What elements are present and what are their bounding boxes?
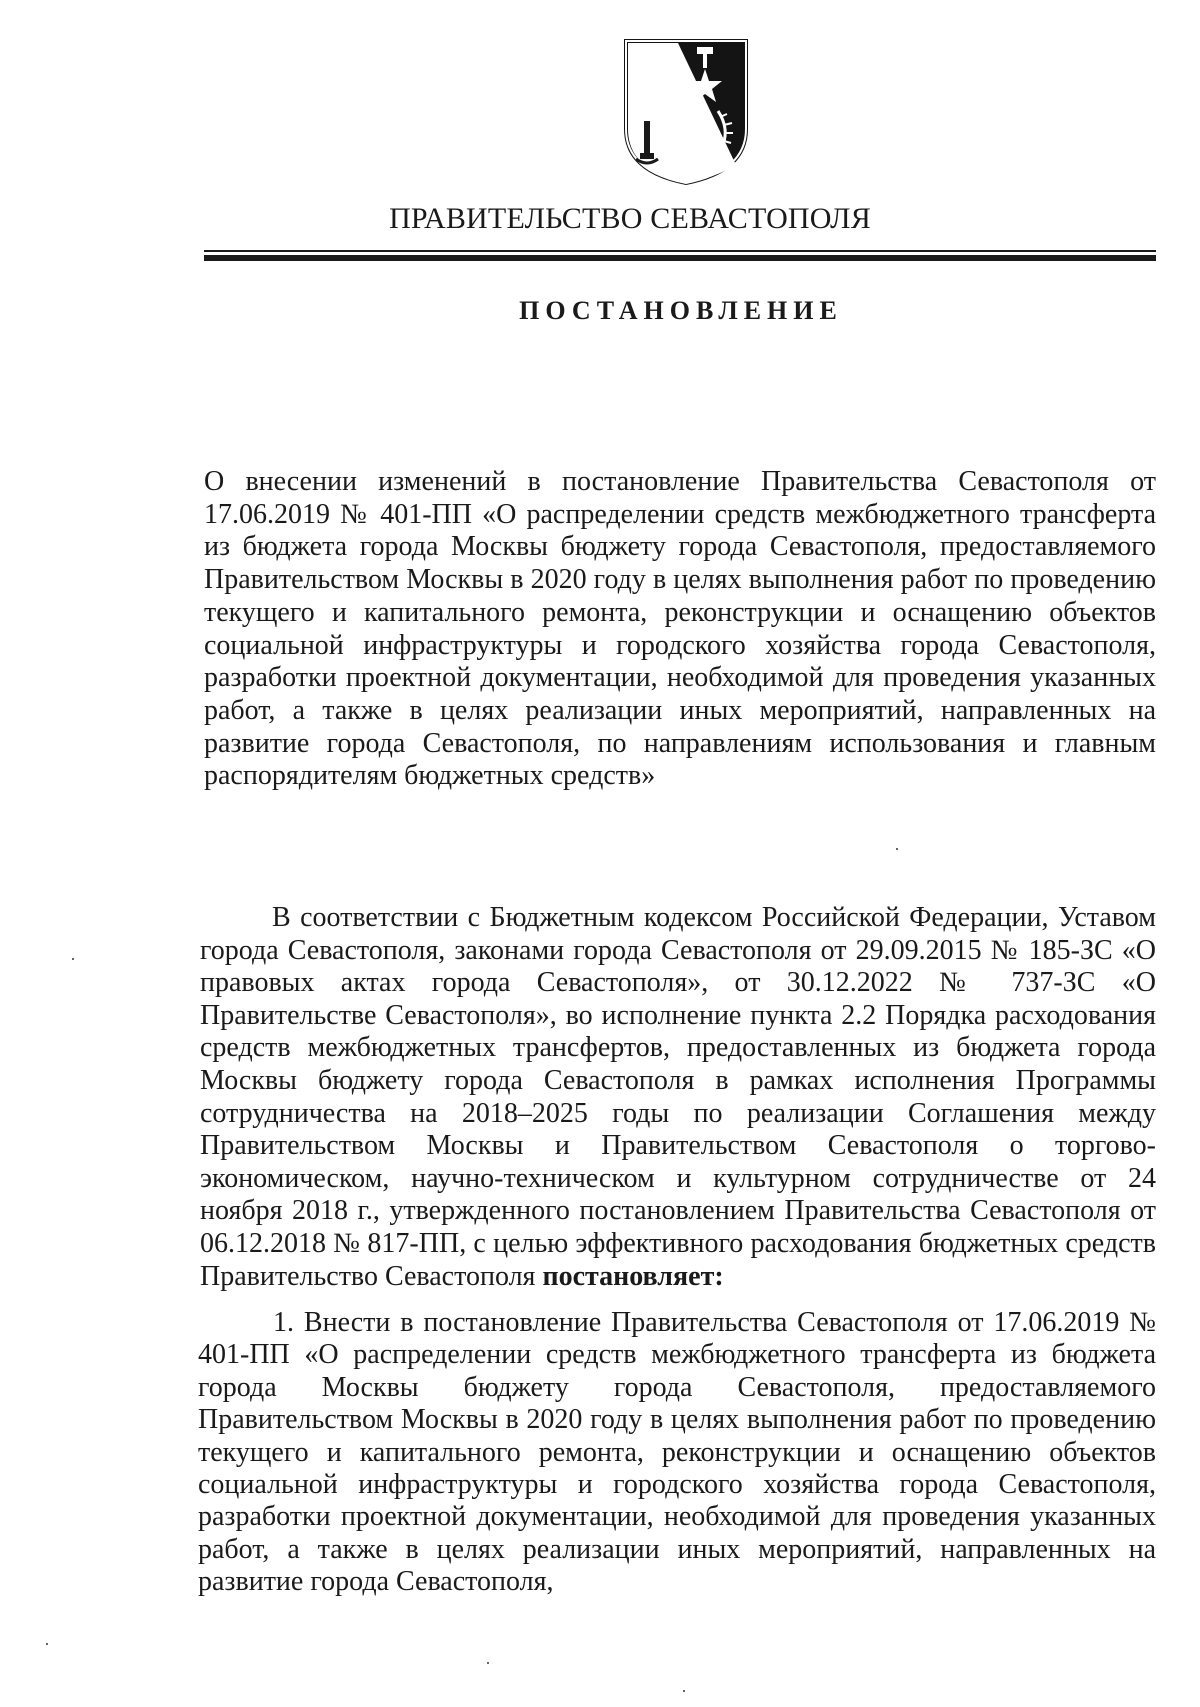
document-subject: О внесении изменений в постановление Правительства Севастополя от 17.06.2019 № 401-ПП «О распределении средств межбюджетного трансферта из бюджета города Москвы бюджету города Севастополя, предоставляемого Правительством Москвы в 2020 году в целях выполнения работ по проведению текущего и капитального ремонта, реконструкции и оснащению объектов социальной инфраструктуры и городского хозяйства города Севастополя, разработки проектной документации, необходимой для проведения указанных работ, а также в целях реализации иных мероприятий, направленных на развитие города Севастополя, по направлениям использования и главным распорядителям бюджетных средств» — [204, 466, 1156, 792]
scan-speck — [46, 1643, 48, 1645]
preamble-text: В соответствии с Бюджетным кодексом Российской Федерации, Уставом города Севастополя, законами города Севастополя от 29.09.2015 № 185-ЗС «О правовых актах города Севастополя», от 30.12.2022 № 737-ЗС «О Правительстве Севастополя», во исполнение пункта 2.2 Порядка расходования средств межбюджетных трансфертов, предоставленных из бюджета города Москвы бюджету города Севастополя в рамках исполнения Программы сотрудничества на 2018–2025 годы по реализации Соглашения между Правительством Москвы и Правительством Севастополя о торгово-экономическом, научно-техническом и культурном сотрудничестве от 24 ноября 2018 г., утвержденного постановлением Правительства Севастополя от 06.12.2018 № 817-ПП, с целью эффективного расходования бюджетных средств Правительство Севастополя — [200, 902, 1156, 1292]
scan-speck — [683, 1690, 685, 1692]
scan-speck — [487, 1662, 489, 1664]
header-divider-thin — [204, 250, 1156, 252]
header-divider-thick — [204, 255, 1156, 261]
resolves-word: постановляет: — [542, 1260, 724, 1292]
preamble-paragraph — [200, 902, 1156, 1293]
document-type-title: ПОСТАНОВЛЕНИЕ — [519, 296, 843, 325]
sevastopol-coat-of-arms-icon — [618, 33, 754, 189]
scan-speck — [72, 958, 74, 960]
organization-title: ПРАВИТЕЛЬСТВО СЕВАСТОПОЛЯ — [389, 202, 871, 235]
scan-speck — [896, 848, 898, 850]
item-1-paragraph: 1. Внести в постановление Правительства Севастополя от 17.06.2019 № 401-ПП «О распределении средств межбюджетного трансферта из бюджета города Москвы бюджету города Севастополя, предоставляемого Правительством Москвы в 2020 году в целях выполнения работ по проведению текущего и капитального ремонта, реконструкции и оснащению объектов социальной инфраструктуры и городского хозяйства города Севастополя, разработки проектной документации, необходимой для проведения указанных работ, а также в целях реализации иных мероприятий, направленных на развитие города Севастополя, — [198, 1307, 1156, 1598]
